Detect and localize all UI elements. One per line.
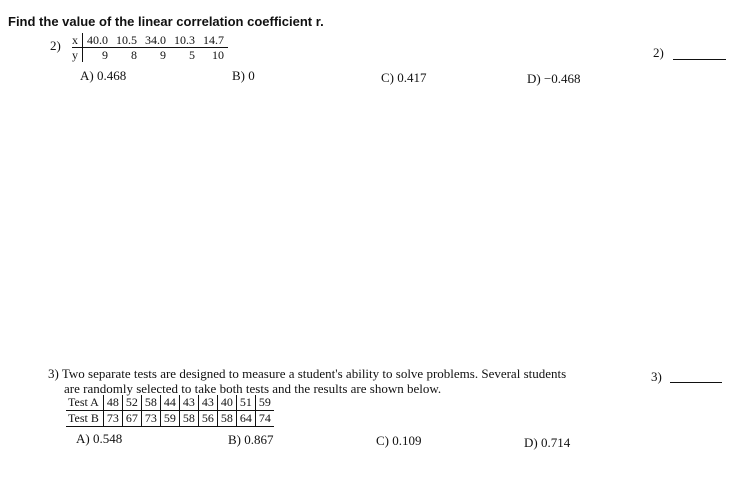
question-3-text-line1: 3) Two separate tests are designed to measure a student's ability to solve problems. Several students	[48, 366, 567, 381]
test-b-value: 73	[103, 411, 122, 427]
q3-choice-c[interactable]: C) 0.109	[376, 433, 422, 448]
x-value: 10.3	[170, 33, 199, 48]
q3-answer-blank[interactable]	[670, 382, 722, 383]
question-2-number: 2)	[50, 38, 61, 53]
test-a-value: 52	[122, 395, 141, 411]
test-a-value: 58	[141, 395, 160, 411]
table-row-x	[72, 33, 228, 48]
test-b-value: 64	[236, 411, 255, 427]
q3-choice-d[interactable]: D) 0.714	[524, 435, 571, 450]
test-a-value: 43	[198, 395, 217, 411]
question-3-text-line2: are randomly selected to take both tests and the results are shown below.	[64, 381, 442, 396]
q2-choice-a[interactable]: A) 0.468	[80, 68, 127, 83]
test-b-value: 56	[198, 411, 217, 427]
test-a-value: 48	[103, 395, 122, 411]
table-row-test-a	[66, 395, 274, 411]
q2-choice-d[interactable]: D) −0.468	[527, 71, 581, 86]
y-label: y	[72, 48, 83, 63]
table-row-test-b	[66, 411, 274, 427]
q2-answer-blank[interactable]	[673, 59, 726, 60]
test-b-value: 67	[122, 411, 141, 427]
test-a-value: 43	[179, 395, 198, 411]
x-label: x	[72, 33, 83, 48]
x-value: 34.0	[141, 33, 170, 48]
table-row-y	[72, 48, 228, 63]
y-value: 5	[189, 48, 195, 62]
x-value: 14.7	[199, 33, 228, 48]
y-value: 9	[160, 48, 166, 62]
test-a-value: 40	[217, 395, 236, 411]
test-b-value: 58	[179, 411, 198, 427]
q3-choice-b[interactable]: B) 0.867	[228, 432, 274, 447]
test-b-value: 59	[160, 411, 179, 427]
test-a-value: 59	[255, 395, 274, 411]
test-a-value: 51	[236, 395, 255, 411]
y-value: 9	[102, 48, 108, 62]
y-value: 8	[131, 48, 137, 62]
test-b-value: 74	[255, 411, 274, 427]
y-value: 10	[212, 48, 224, 62]
q2-choice-c[interactable]: C) 0.417	[381, 70, 427, 85]
test-a-label: Test A	[66, 395, 103, 411]
q3-answer-number: 3)	[651, 369, 662, 384]
question-3-data-table	[66, 395, 274, 427]
test-b-value: 58	[217, 411, 236, 427]
test-b-label: Test B	[66, 411, 103, 427]
x-value: 40.0	[83, 33, 113, 48]
test-b-value: 73	[141, 411, 160, 427]
section-heading: Find the value of the linear correlation coefficient r.	[8, 14, 324, 29]
question-2-data-table	[72, 33, 228, 62]
test-a-value: 44	[160, 395, 179, 411]
q2-choice-b[interactable]: B) 0	[232, 68, 255, 83]
q2-answer-number: 2)	[653, 45, 664, 60]
x-value: 10.5	[112, 33, 141, 48]
q3-choice-a[interactable]: A) 0.548	[76, 431, 123, 446]
